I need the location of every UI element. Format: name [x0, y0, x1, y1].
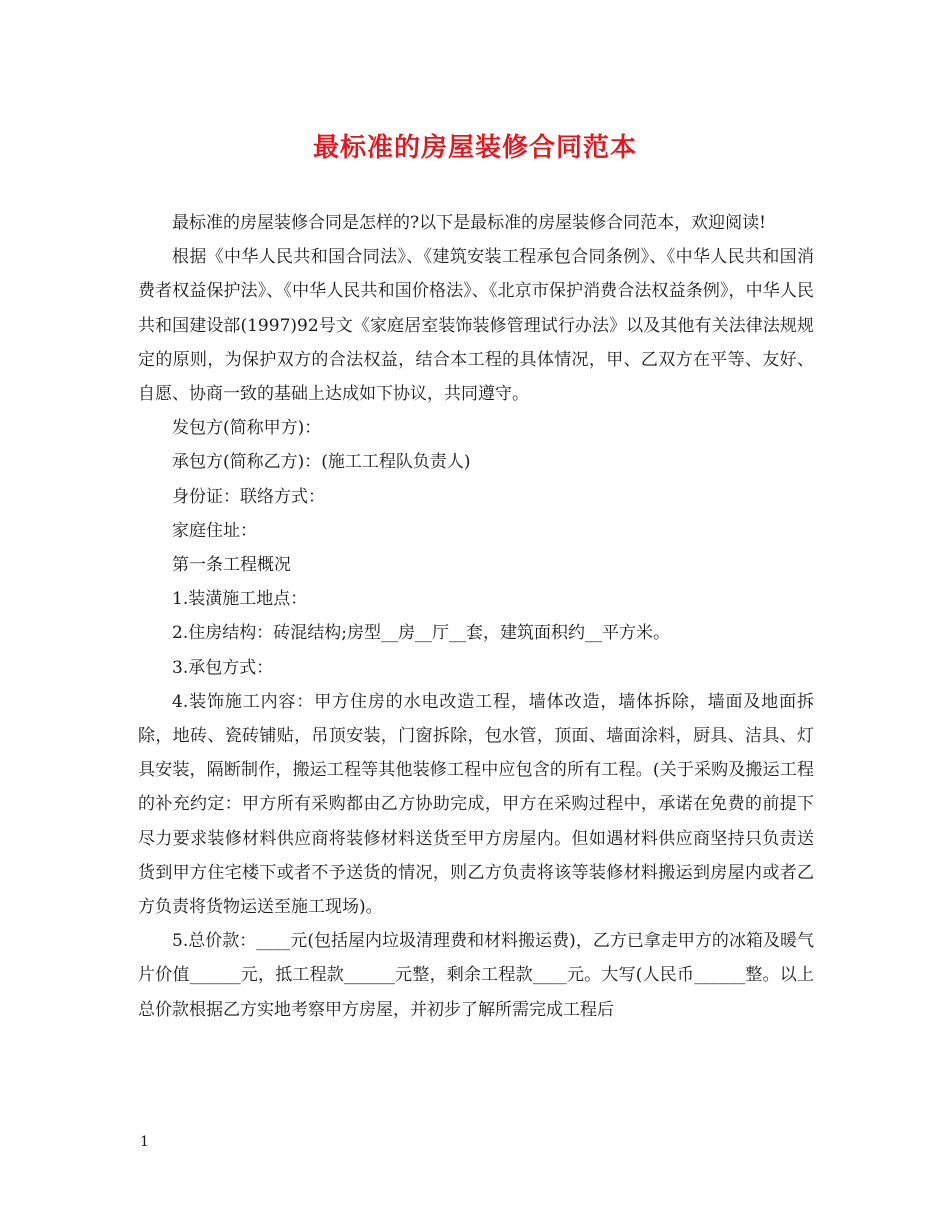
document-body [138, 206, 814, 1027]
paragraph-item-4-scope: 4.装饰施工内容：甲方住房的水电改造工程，墙体改造，墙体拆除，墙面及地面拆除，地砖、瓷砖铺贴，吊顶安装，门窗拆除，包水管，顶面、墙面涂料，厨具、洁具、灯具安装，隔断制作，搬运工程等其他装修工程中应包含的所有工程。(关于采购及搬运工程的补充约定：甲方所有采购都由乙方协助完成，甲方在采购过程中，承诺在免费的前提下尽力要求装修材料供应商将装修材料送货至甲方房屋内。但如遇材料供应商坚持只负责送货到甲方住宅楼下或者不予送货的情况，则乙方负责将该等装修材料搬运到房屋内或者乙方负责将货物运送至施工现场)。 [138, 691, 814, 918]
paragraph-party-b: 承包方(简称乙方)：(施工工程队负责人) [172, 452, 471, 473]
paragraph-article-1-heading: 第一条工程概况 [172, 555, 291, 576]
paragraph-item-5-total-price: 5.总价款：____元(包括屋内垃圾清理费和材料搬运费)，乙方已拿走甲方的冰箱及暖气片价值______元，抵工程款______元整，剩余工程款____元。大写(人民币______整。以上总价款根据乙方实地考察甲方房屋，并初步了解所需完成工程后 [138, 931, 814, 1020]
document-title: 最标准的房屋装修合同范本 [312, 133, 637, 163]
paragraph-intro: 最标准的房屋装修合同是怎样的?以下是最标准的房屋装修合同范本，欢迎阅读! [172, 213, 766, 233]
paragraph-item-1-location: 1.装潢施工地点： [172, 589, 308, 610]
paragraph-id-contact: 身份证：联络方式： [172, 486, 325, 507]
paragraph-party-a: 发包方(简称甲方)： [172, 418, 322, 439]
page-number: 1 [140, 1134, 149, 1150]
paragraph-address: 家庭住址： [172, 520, 257, 541]
paragraph-legal-basis: 根据《中华人民共和国合同法》、《建筑安装工程承包合同条例》、《中华人民共和国消费者权益保护法》、《中华人民共和国价格法》、《北京市保护消费合法权益条例》，中华人民共和国建设部(1997)92号文《家庭居室装饰装修管理试行办法》以及其他有关法律法规规定的原则，为保护双方的合法权益，结合本工程的具体情况，甲、乙双方在平等、友好、自愿、协商一致的基础上达成如下协议，共同遵守。 [138, 247, 814, 405]
paragraph-item-2-structure: 2.住房结构：砖混结构;房型__房__厅__套，建筑面积约__平方米。 [172, 623, 670, 644]
paragraph-item-3-contract-mode: 3.承包方式： [172, 657, 274, 678]
